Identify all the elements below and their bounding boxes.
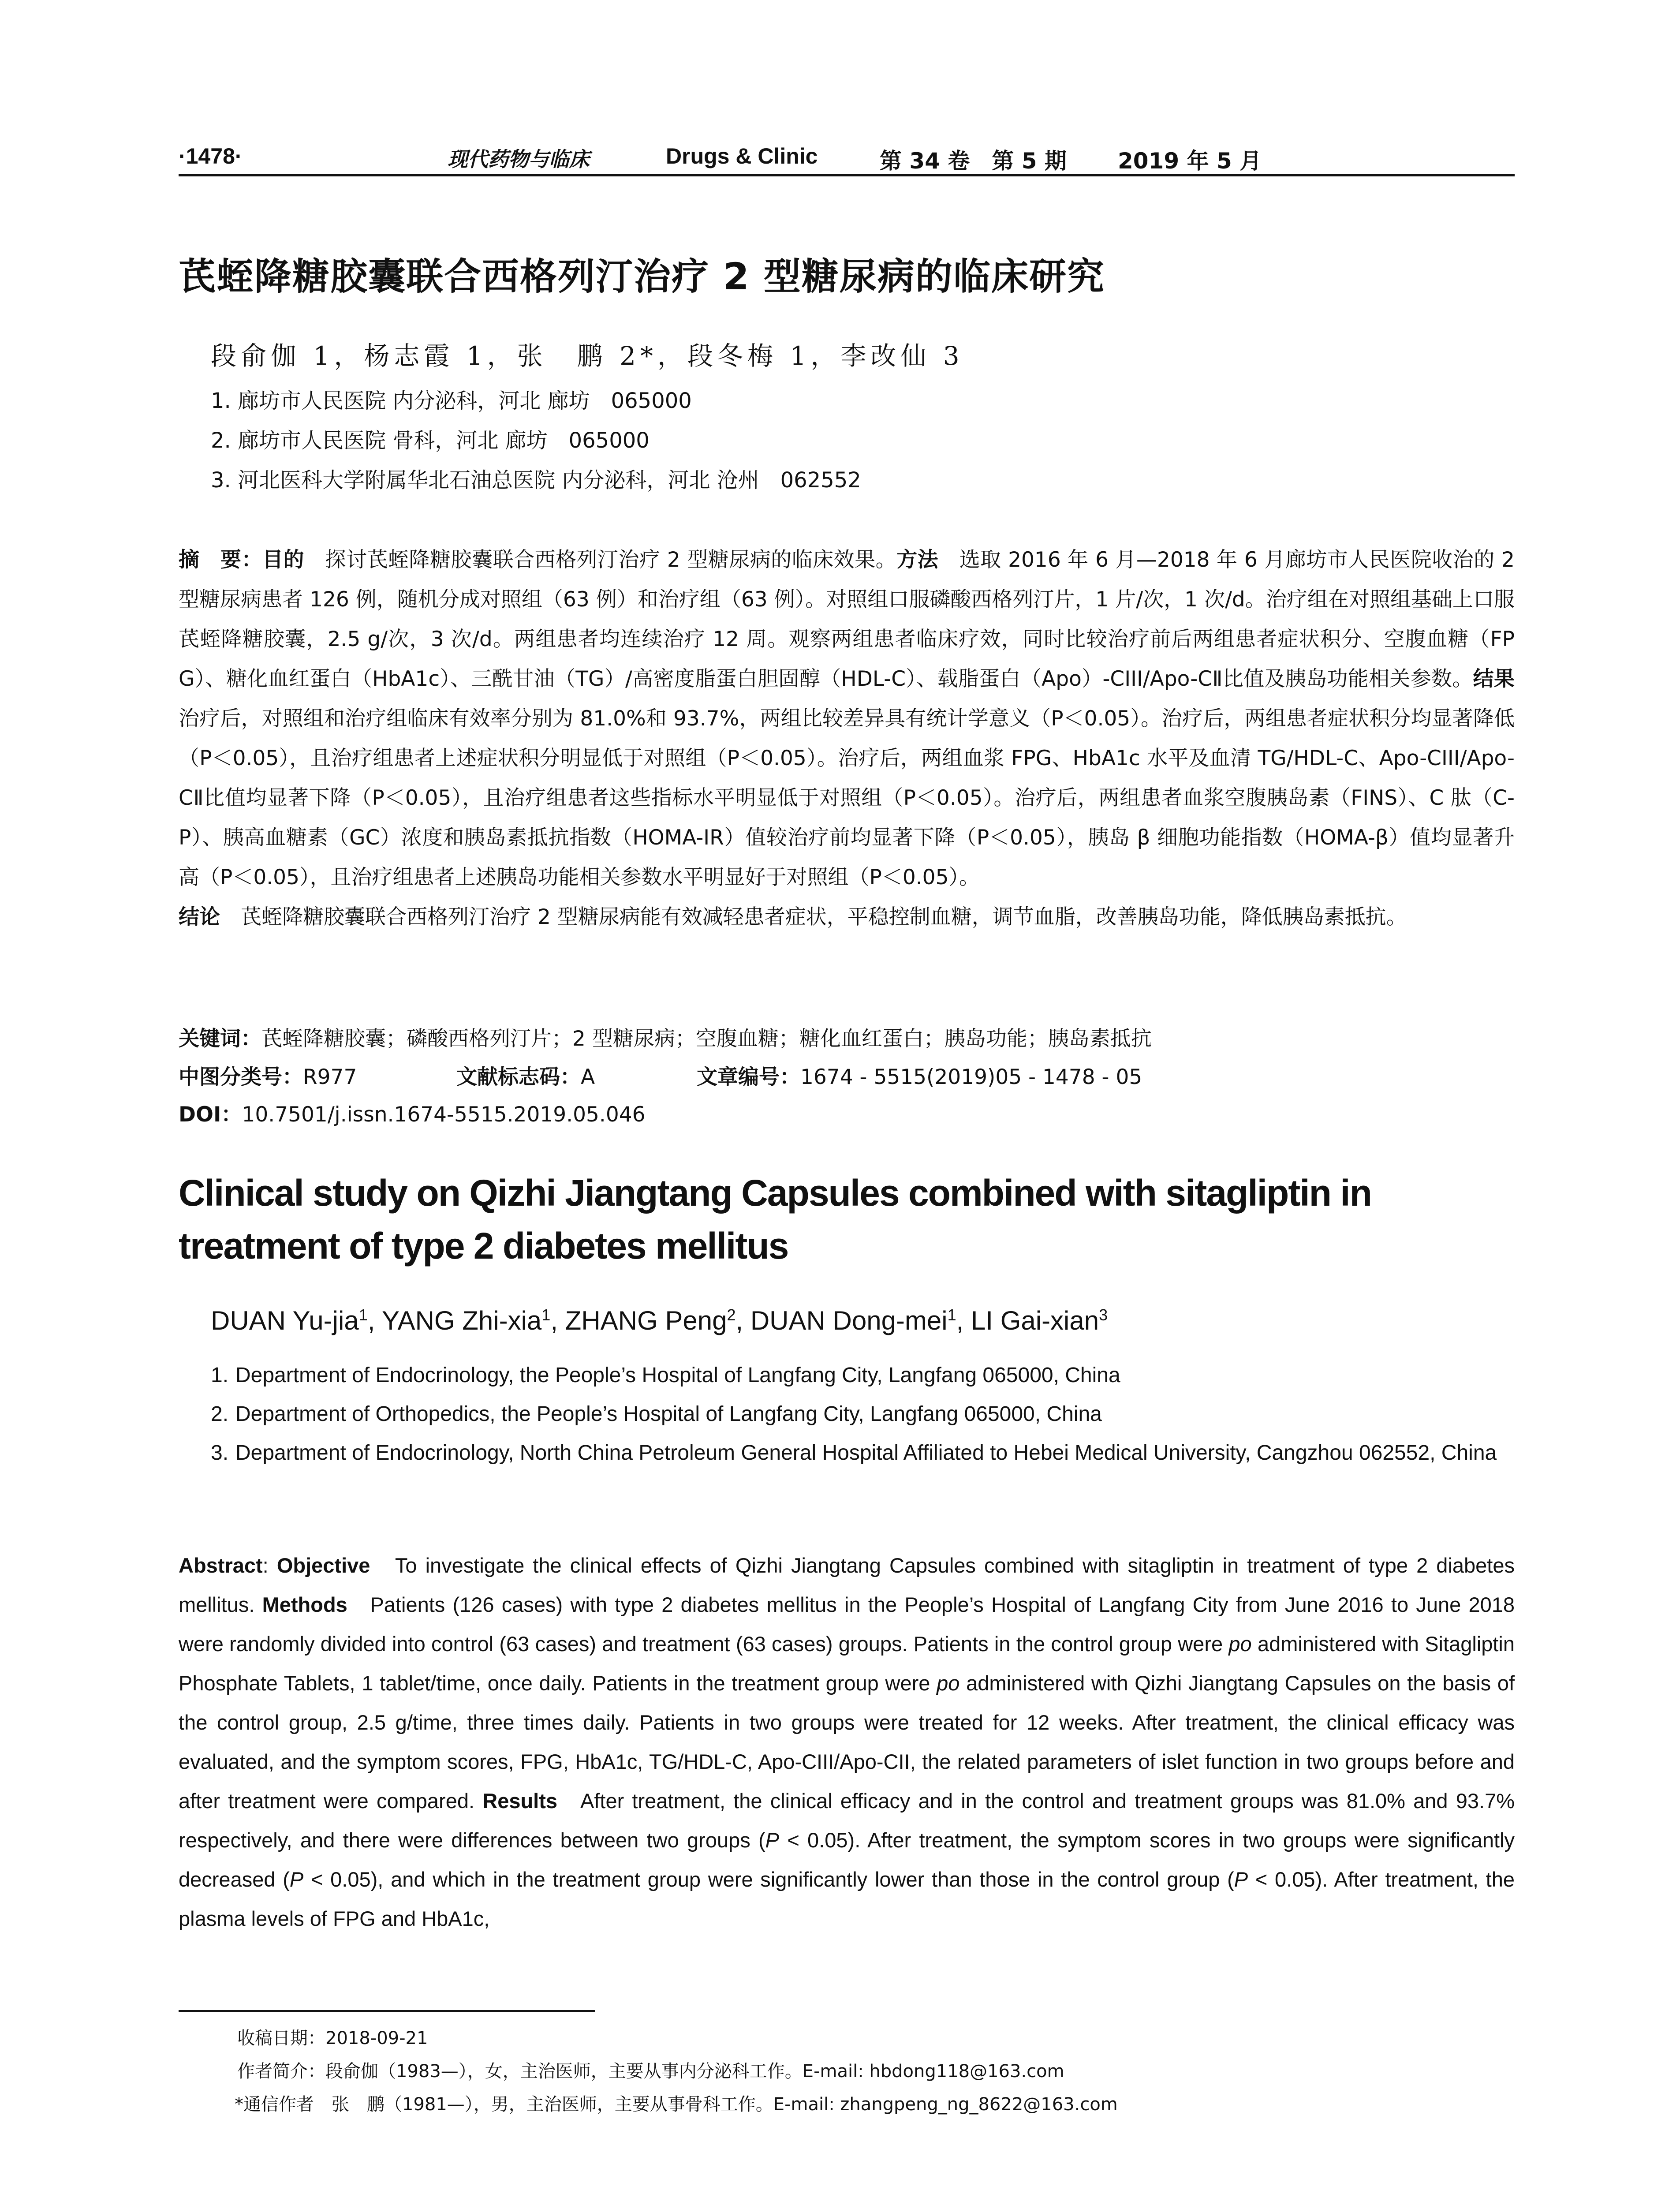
objective-text-cn: 探讨芪蛭降糖胶囊联合西格列汀治疗 2 型糖尿病的临床效果。 xyxy=(325,548,897,572)
doc-code-label: 文献标志码： xyxy=(456,1065,581,1089)
title-cn: 芪蛭降糖胶囊联合西格列汀治疗 2 型糖尿病的临床研究 xyxy=(179,255,1105,298)
keywords-label-cn: 关键词： xyxy=(179,1027,261,1051)
classification-line xyxy=(179,1061,1515,1087)
clc-value: R977 xyxy=(303,1065,357,1089)
results-text-cn: 治疗后，对照组和治疗组临床有效率分别为 81.0%和 93.7%，两组比较差异具有统计学意义（P＜0.05）。治疗后，两组患者症状积分均显著降低（P＜0.05），且治疗组患者上述症状积分明显低于对照组（P＜0.05）。治疗后，两组血浆 FPG、HbA1c 水平及血清 TG/HDL-C、Apo-CIII/Apo-CⅡ比值均显著下降（P＜0.05），且治疗组患者这些指标水平明显低于对照组（P＜0.05）。治疗后，两组患者血浆空腹胰岛素（FINS）、C 肽（C-P）、胰高血糖素（GC）浓度和胰岛素抵抗指数（HOMA-IR）值较治疗前均显著下降（P＜0.05），胰岛 β 细胞功能指数（HOMA-β）值均显著升高（P＜0.05），且治疗组患者上述胰岛功能相关参数水平明显好于对照组（P＜0.05）。 xyxy=(179,706,1515,889)
affiliation-cn-3: 3. 河北医科大学附属华北石油总医院 内分泌科，河北 沧州 062552 xyxy=(211,468,861,493)
doi-line xyxy=(179,1098,1515,1128)
page-number: ·1478· xyxy=(179,144,243,168)
running-header xyxy=(179,143,1515,176)
affiliation-en-2: 2. Department of Orthopedics, the People’s Hospital of Langfang City, Langfang 065000, China xyxy=(211,1402,1102,1426)
conclusion-label-cn: 结论 xyxy=(179,905,220,929)
clc-label: 中图分类号： xyxy=(179,1065,303,1089)
abstract-label-en: Abstract xyxy=(179,1554,263,1577)
volume-issue: 第 34 卷 第 5 期 xyxy=(880,148,1067,174)
article-no-label: 文章编号： xyxy=(697,1065,800,1089)
methods-label-cn: 方法 xyxy=(896,548,939,572)
article-no-value: 1674 - 5515(2019)05 - 1478 - 05 xyxy=(800,1065,1142,1089)
journal-name-en: Drugs & Clinic xyxy=(666,144,818,168)
title-en: Clinical study on Qizhi Jiangtang Capsules combined with sitagliptin in treatment of type 2 diabetes mellitus xyxy=(179,1172,1371,1267)
affiliation-cn-2: 2. 廊坊市人民医院 骨科，河北 廊坊 065000 xyxy=(211,428,650,453)
objective-text-en: To investigate the clinical effects of Qizhi Jiangtang Capsules combined with sitagliptin in treatment of type 2 diabetes mellitus. xyxy=(179,1554,1515,1616)
doi-value: 10.7501/j.issn.1674-5515.2019.05.046 xyxy=(242,1102,646,1127)
conclusion-text-cn: 芪蛭降糖胶囊联合西格列汀治疗 2 型糖尿病能有效减轻患者症状，平稳控制血糖，调节血脂，改善胰岛功能，降低胰岛素抵抗。 xyxy=(241,905,1407,929)
abstract-cn xyxy=(179,540,1515,937)
abstract-en: Abstract: Objective To investigate the clinical effects of Qizhi Jiangtang Capsules combined with sitagliptin in treatment of type 2 diabetes mellitus. Methods Patients (126 cases) with type 2 diabetes mellitus in the People’s Hospital of Langfang City from June 2016 to June 2018 were randomly divided into control (63 cases) and treatment (63 cases) groups. Patients in the control group were po administered with Sitagliptin Phosphate Tablets, 1 tablet/time, once daily. Patients in the treatment group were po administered with Qizhi Jiangtang Capsules on the basis of the control group, 2.5 g/time, three times daily. Patients in two groups were treated for 12 weeks. After treatment, the clinical efficacy was evaluated, and the symptom scores, FPG, HbA1c, TG/HDL-C, Apo-CIII/Apo-CII, the related parameters of islet function in two groups before and after treatment were compared. Results After treatment, the clinical efficacy and in the control and treatment groups was 81.0% and 93.7% respectively, and there were differences between two groups (P < 0.05). After treatment, the symptom scores in two groups were significantly decreased (P < 0.05), and which in the treatment group were significantly lower than those in the control group (P < 0.05). After treatment, the plasma levels of FPG and HbA1c, xyxy=(179,1554,1515,1930)
authors-en: DUAN Yu-jia$^1$, YANG Zhi-xia$^1$, ZHANG Peng$^2$, DUAN Dong-mei$^1$, LI Gai-xian$^3$ xyxy=(211,1306,1108,1335)
author-en-5: LI Gai-xian$^3$ xyxy=(971,1306,1108,1335)
author-bio: 作者简介：段俞伽（1983—），女，主治医师，主要从事内分泌科工作。E-mail: hbdong118@163.com xyxy=(237,2061,1064,2082)
author-en-3: ZHANG Peng$^2$ xyxy=(565,1306,736,1335)
objective-label-en: Objective xyxy=(276,1554,370,1577)
doi-label: DOI： xyxy=(179,1102,242,1127)
authors-cn: 段俞伽 1，杨志霞 1，张 鹏 2*，段冬梅 1，李改仙 3 xyxy=(211,341,964,371)
author-en-4: DUAN Dong-mei$^1$ xyxy=(750,1306,956,1335)
affiliation-en-1: 1. Department of Endocrinology, the People’s Hospital of Langfang City, Langfang 065000, China xyxy=(211,1364,1120,1387)
corresponding-author: *通信作者 张 鹏（1981—），男，主治医师，主要从事骨科工作。E-mail: zhangpeng_ng_8622@163.com xyxy=(235,2094,1118,2115)
results-label-en: Results xyxy=(482,1789,558,1813)
methods-label-en: Methods xyxy=(262,1593,347,1616)
footnote-divider xyxy=(179,2010,595,2012)
affiliation-en-3: 3. Department of Endocrinology, North China Petroleum General Hospital Affiliated to Hebei Medical University, Cangzhou 062552, China xyxy=(211,1441,1497,1465)
methods-text-cn: 选取 2016 年 6 月—2018 年 6 月廊坊市人民医院收治的 2 型糖尿病患者 126 例，随机分成对照组（63 例）和治疗组（63 例）。对照组口服磷酸西格列汀片，1 片/次，1 次/d。治疗组在对照组基础上口服芪蛭降糖胶囊，2.5 g/次，3 次/d。两组患者均连续治疗 12 周。观察两组患者临床疗效，同时比较治疗前后两组患者症状积分、空腹血糖（FPG）、糖化血红蛋白（HbA1c）、三酰甘油（TG）/高密度脂蛋白胆固醇（HDL-C）、载脂蛋白（Apo）-CIII/Apo-CⅡ比值及胰岛功能相关参数。 xyxy=(179,548,1515,691)
objective-label-cn: 目的 xyxy=(262,548,304,572)
keywords-cn xyxy=(179,1022,1515,1052)
journal-name-cn: 现代药物与临床 xyxy=(448,147,590,171)
received-date: 收稿日期：2018-09-21 xyxy=(237,2028,428,2048)
results-label-cn: 结果 xyxy=(1473,667,1515,691)
issue-date: 2019 年 5 月 xyxy=(1118,148,1262,174)
affiliation-cn-1: 1. 廊坊市人民医院 内分泌科，河北 廊坊 065000 xyxy=(211,389,692,413)
author-en-1: DUAN Yu-jia$^1$ xyxy=(211,1306,368,1335)
author-en-2: YANG Zhi-xia$^1$ xyxy=(381,1306,551,1335)
abstract-label-cn: 摘 要： xyxy=(179,548,262,572)
doc-code-value: A xyxy=(581,1065,595,1089)
keywords-text-cn: 芪蛭降糖胶囊；磷酸西格列汀片；2 型糖尿病；空腹血糖；糖化血红蛋白；胰岛功能；胰岛素抵抗 xyxy=(261,1027,1152,1051)
